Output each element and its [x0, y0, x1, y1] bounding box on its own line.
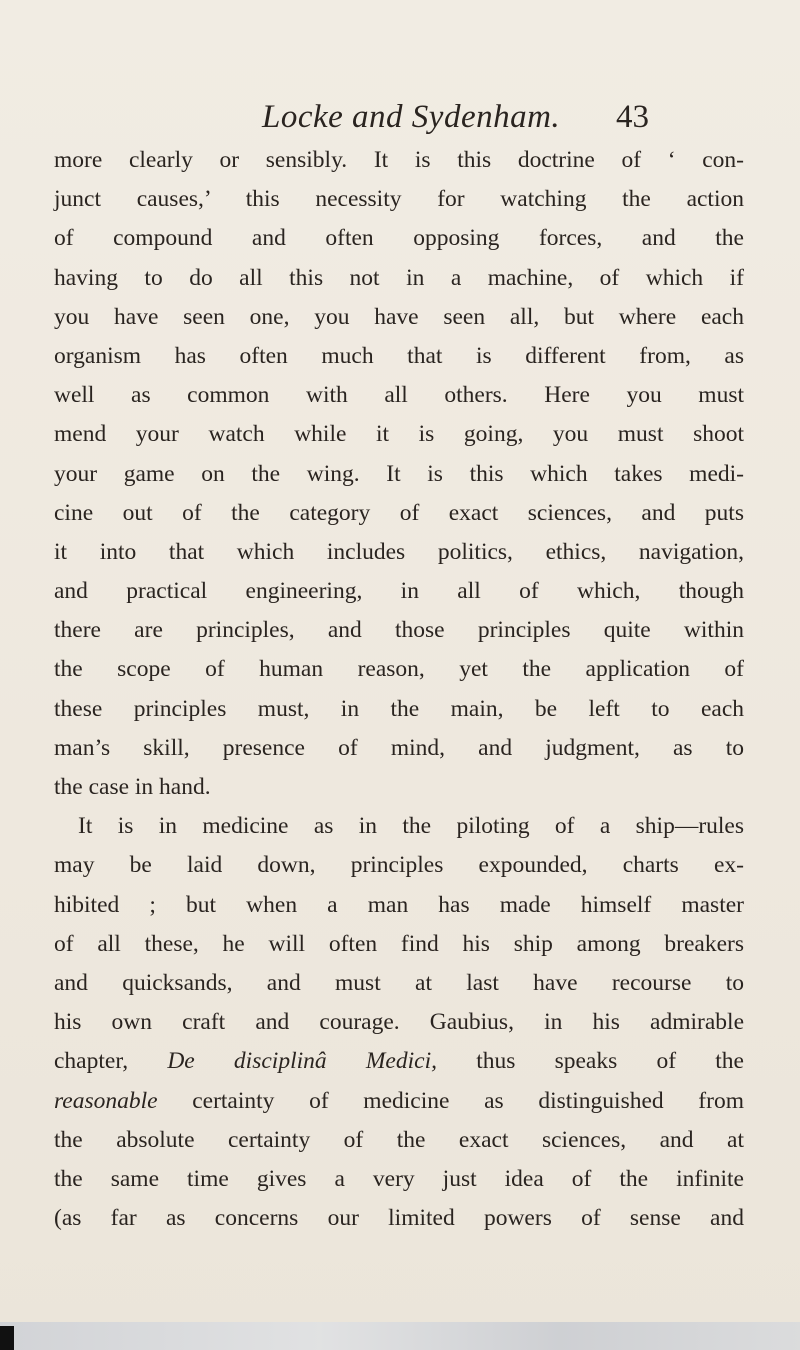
text-line: man’s skill, presence of mind, and judgment, as to [54, 734, 744, 761]
text-line: cine out of the category of exact sciences, and puts [54, 499, 744, 526]
paragraph [54, 807, 744, 1238]
text-line: of all these, he will often find his ship among breakers [54, 930, 744, 957]
text-line: mend your watch while it is going, you must shoot [54, 421, 744, 448]
text-line: there are principles, and those principles quite within [54, 617, 744, 644]
text-line: the same time gives a very just idea of the infinite [54, 1165, 744, 1192]
text-line: It is in medicine as in the piloting of a ship—rules [78, 813, 744, 840]
text-line: organism has often much that is different from, as [54, 342, 744, 369]
line-text: thus speaks of the [436, 1048, 744, 1075]
text-line: well as common with all others. Here you must [54, 382, 744, 409]
text-line: his own craft and courage. Gaubius, in his admirable [54, 1009, 744, 1036]
text-line: you have seen one, you have seen all, but where each [54, 303, 744, 330]
emphasis-italic: reasonable [54, 1087, 158, 1114]
text-line: hibited ; but when a man has made himself master [54, 891, 744, 918]
text-line: the absolute certainty of the exact sciences, and at [54, 1126, 744, 1153]
scan-corner-mark [0, 1326, 14, 1350]
scan-edge-band [0, 1322, 800, 1350]
paragraph [54, 141, 744, 807]
text-line: these principles must, in the main, be left to each [54, 695, 744, 722]
line-text: chapter, [54, 1048, 168, 1075]
book-title-italic: De disciplinâ Medici, [167, 1048, 437, 1075]
body-text [54, 141, 744, 1238]
text-line: having to do all this not in a machine, of which if [54, 264, 744, 291]
text-line: (as far as concerns our limited powers of sense and [54, 1205, 744, 1232]
text-line: your game on the wing. It is this which takes medi- [54, 460, 744, 487]
text-line: the scope of human reason, yet the application of [54, 656, 744, 683]
page-number: 43 [616, 99, 649, 135]
text-line: may be laid down, principles expounded, charts ex- [54, 852, 744, 879]
running-head [0, 94, 800, 140]
text-line: the case in hand. [54, 774, 211, 800]
line-text: certainty of medicine as distinguished from [157, 1087, 744, 1114]
text-line: junct causes,’ this necessity for watching the action [54, 186, 744, 213]
text-line: and quicksands, and must at last have recourse to [54, 969, 744, 996]
running-head-title: Locke and Sydenham. [262, 99, 561, 135]
text-line: more clearly or sensibly. It is this doctrine of ‘ con- [54, 147, 744, 173]
text-line [54, 1082, 744, 1121]
text-line [54, 1042, 744, 1081]
text-line: of compound and often opposing forces, and the [54, 225, 744, 252]
text-line: and practical engineering, in all of which, though [54, 578, 744, 605]
text-line: it into that which includes politics, ethics, navigation, [54, 538, 744, 565]
